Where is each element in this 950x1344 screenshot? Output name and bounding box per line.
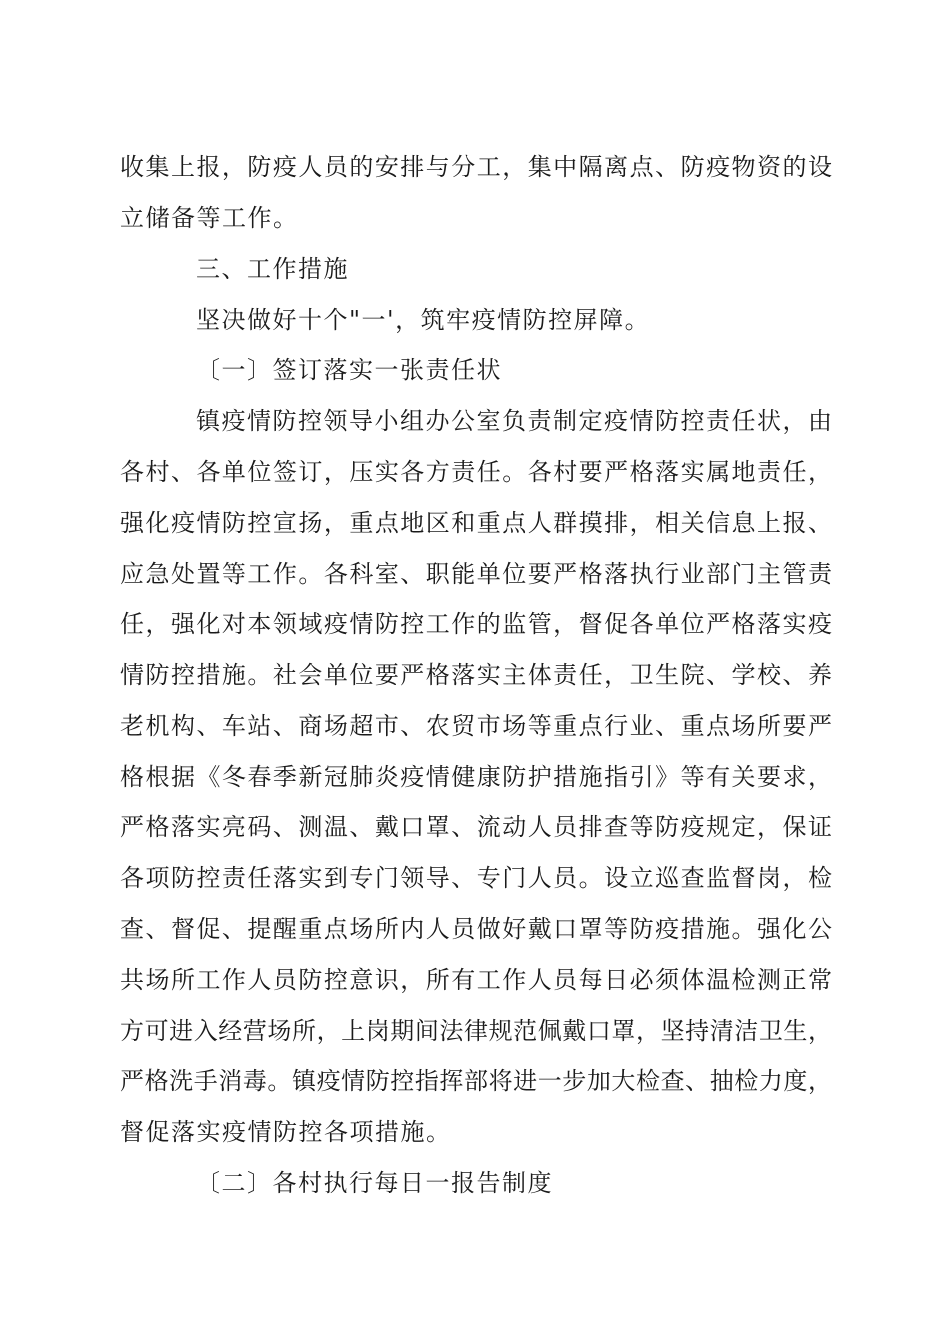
text-line: 督促落实疫情防控各项措施。 [120, 1118, 452, 1146]
text-line: 老机构、车站、商场超市、农贸市场等重点行业、重点场所要严 [120, 712, 832, 740]
text-line: 立储备等工作。 [120, 204, 299, 232]
text-line: 格根据《冬春季新冠肺炎疫情健康防护措施指引》等有关要求， [120, 763, 832, 791]
text-line: 坚决做好十个"一'，筑牢疫情防控屏障。 [196, 306, 651, 334]
text-line: 严格洗手消毒。镇疫情防控指挥部将进一步加大检查、抽检力度， [120, 1067, 832, 1095]
text-line: 严格落实亮码、测温、戴口罩、流动人员排查等防疫规定，保证 [120, 813, 832, 841]
text-line: 共场所工作人员防控意识，所有工作人员每日必须体温检测正常 [120, 966, 832, 994]
text-line: 方可进入经营场所，上岗期间法律规范佩戴口罩，坚持清洁卫生， [120, 1017, 832, 1045]
text-line: 应急处置等工作。各科室、职能单位要严格落执行业部门主管责 [120, 560, 832, 588]
text-line: 任，强化对本领域疫情防控工作的监管，督促各单位严格落实疫 [120, 610, 832, 638]
text-line: 强化疫情防控宣扬，重点地区和重点人群摸排，相关信息上报、 [120, 509, 832, 537]
text-line: 各村、各单位签订，压实各方责任。各村要严格落实属地责任， [120, 458, 832, 486]
text-line: 镇疫情防控领导小组办公室负责制定疫情防控责任状，由 [196, 407, 832, 435]
text-line: 情防控措施。社会单位要严格落实主体责任，卫生院、学校、养 [120, 661, 832, 689]
text-line: 收集上报，防疫人员的安排与分工，集中隔离点、防疫物资的设 [120, 153, 832, 181]
text-line: 查、督促、提醒重点场所内人员做好戴口罩等防疫措施。强化公 [120, 915, 832, 943]
subsection-heading: 〔二〕各村执行每日一报告制度 [196, 1169, 553, 1197]
text-line: 各项防控责任落实到专门领导、专门人员。设立巡查监督岗，检 [120, 864, 832, 892]
section-heading: 三、工作措施 [196, 255, 349, 283]
subsection-heading: 〔一〕签订落实一张责任状 [196, 356, 502, 384]
